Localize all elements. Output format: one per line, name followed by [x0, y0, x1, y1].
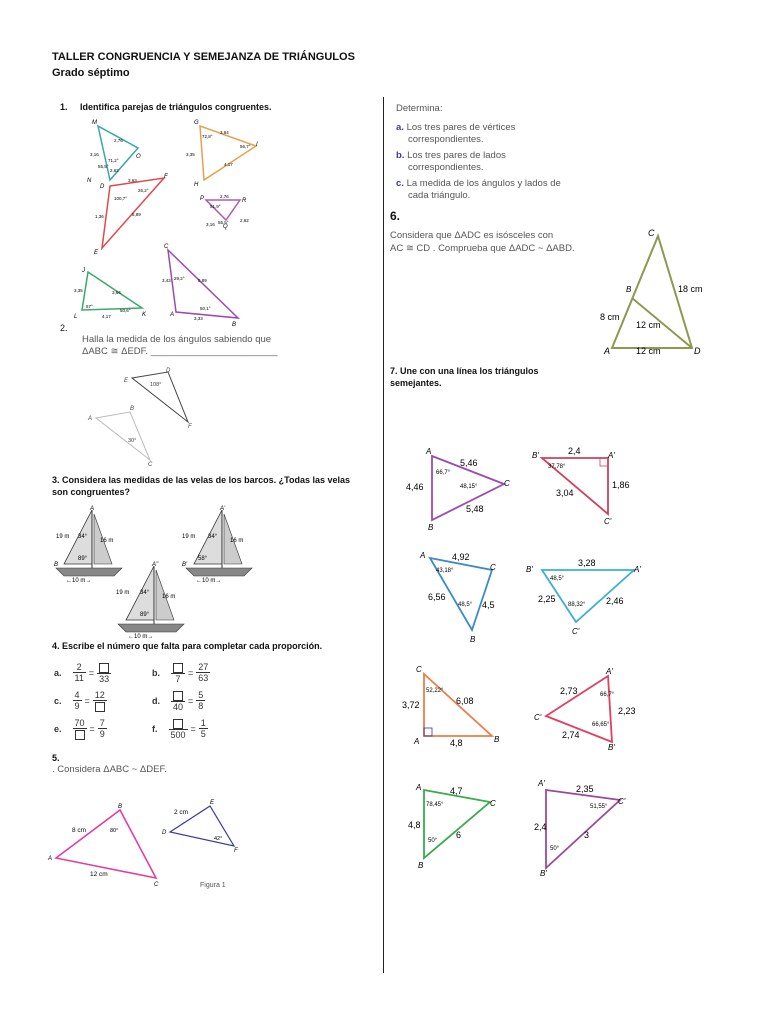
frac-e-n2: 7 [99, 718, 105, 729]
frac-e-n1: 70 [74, 718, 85, 728]
svg-text:A: A [416, 783, 422, 792]
triangle-abc-q5 [56, 810, 156, 878]
svg-text:B: B [470, 635, 476, 644]
label-f-q1: F [164, 174, 168, 180]
label-ab-8cm-q6: 8 cm [600, 312, 620, 322]
q6-line1: Considera que ΔADC es isósceles con [390, 230, 554, 241]
q1-text: Identifica parejas de triángulos congruentes. [80, 102, 272, 112]
svg-text:←10 m→: ←10 m→ [196, 578, 222, 584]
frac-b-d2: 63 [198, 673, 209, 684]
svg-text:C': C' [534, 713, 542, 722]
label-b-angle: 50,1° [200, 306, 211, 311]
q7-number: 7. [390, 366, 398, 376]
label-q: Q [223, 224, 228, 230]
svg-text:2,4: 2,4 [568, 446, 581, 456]
determina-a-line2: correspondientes. [408, 134, 484, 145]
svg-text:A': A' [608, 451, 615, 460]
label-m-side: 3,16 [90, 152, 99, 157]
label-p: P [200, 196, 205, 202]
determina-c-line1: La medida de los ángulos y lados de [406, 178, 561, 189]
proportion-f-label: f. [152, 723, 158, 734]
svg-text:C': C' [604, 517, 612, 526]
q4-text [52, 640, 322, 652]
svg-text:66,65°: 66,65° [592, 722, 610, 728]
triangle-blue-abc [419, 551, 496, 644]
blank-box[interactable] [99, 663, 109, 673]
svg-text:34°: 34° [140, 590, 150, 596]
svg-text:B: B [418, 861, 424, 870]
q7-similar-triangles-figure [396, 440, 656, 880]
proportion-d: d. 40 = $\frac{5}{8}$ [152, 690, 204, 712]
svg-text:6,08: 6,08 [456, 696, 474, 706]
label-i: I [256, 142, 258, 148]
triangle-purple-right [534, 779, 626, 878]
svg-text:4,46: 4,46 [406, 482, 424, 492]
determina-c-line2: cada triángulo. [408, 190, 471, 201]
svg-text:C': C' [618, 797, 626, 806]
label-lk-side: 4,17 [102, 314, 111, 319]
frac-f-d2: 5 [200, 729, 206, 740]
label-c-angle: 29,2° [174, 276, 185, 281]
determina-a-label: a. [396, 122, 404, 133]
svg-text:←10 m→: ←10 m→ [128, 634, 154, 640]
svg-text:1,86: 1,86 [612, 480, 630, 490]
frac-d-n2: 5 [198, 690, 204, 701]
svg-text:6: 6 [456, 830, 462, 840]
label-c-30: 30° [128, 438, 137, 444]
triangle-cyan-right [526, 558, 641, 636]
determina-b-line2: correspondientes. [408, 162, 484, 173]
q1-number: 1. [60, 102, 68, 112]
svg-text:6,56: 6,56 [428, 592, 446, 602]
label-f-42: 42° [214, 836, 223, 842]
blank-box[interactable] [173, 719, 183, 729]
svg-text:B': B' [182, 562, 188, 568]
svg-text:52,22°: 52,22° [426, 688, 444, 694]
label-gh-side: 3,35 [186, 152, 195, 157]
svg-text:2,46: 2,46 [606, 596, 624, 606]
determina-b-line1: Los tres pares de lados [407, 150, 506, 161]
svg-text:B': B' [532, 451, 539, 460]
svg-text:48,5°: 48,5° [458, 602, 473, 608]
svg-text:B': B' [540, 869, 547, 878]
label-b-q5: B [118, 804, 123, 810]
q2-figure [84, 362, 204, 468]
triangle-edf [132, 372, 188, 422]
q2-line1: Halla la medida de los ángulos sabiendo que [82, 334, 272, 345]
label-ca-side: 3,43 [162, 278, 171, 283]
svg-text:5,46: 5,46 [460, 458, 478, 468]
q6-number: 6. [390, 209, 401, 223]
column-divider [383, 97, 384, 973]
blank-box[interactable] [173, 691, 183, 701]
label-pq-side: 3,16 [206, 222, 215, 227]
proportion-b: b. 7 = $\frac{27}{63}$ [152, 662, 209, 684]
determina-item-b [396, 150, 506, 174]
svg-text:C: C [490, 799, 496, 808]
determina-item-a [396, 122, 515, 146]
label-l: L [74, 314, 78, 320]
frac-d-d1: 40 [173, 701, 184, 712]
svg-text:19 m: 19 m [182, 534, 196, 540]
label-no-side: 2,62 [110, 168, 119, 173]
svg-text:4,8: 4,8 [408, 820, 421, 830]
label-e-q2: E [124, 378, 129, 384]
svg-text:B': B' [526, 565, 533, 574]
label-d-q6: D [694, 346, 701, 356]
proportion-c-label: c. [54, 695, 62, 706]
label-d-108: 108° [150, 382, 162, 388]
label-q-angle: 55,5° [218, 220, 229, 225]
label-bd-12cm: 12 cm [636, 320, 661, 330]
label-c-q1: C [164, 244, 169, 250]
label-h: H [194, 182, 199, 188]
svg-text:43,18°: 43,18° [436, 568, 454, 574]
svg-text:48,15°: 48,15° [460, 484, 478, 490]
q4-number: 4. [52, 641, 60, 651]
frac-c-n2: 12 [94, 690, 105, 700]
q4-prompt: Escribe el número que falta para completar cada proporción. [62, 641, 323, 651]
svg-text:37,78°: 37,78° [548, 464, 566, 470]
label-de-2cm: 2 cm [174, 809, 189, 816]
svg-text:4,92: 4,92 [452, 552, 470, 562]
svg-text:2,4: 2,4 [534, 822, 547, 832]
svg-text:C: C [416, 665, 422, 674]
label-r: R [242, 198, 247, 204]
blank-box[interactable] [75, 730, 85, 740]
label-g: G [194, 120, 199, 126]
triangle-purple-abc [406, 447, 510, 532]
determina-item-c [396, 178, 561, 202]
q5-figure [46, 796, 246, 892]
label-c-q5: C [154, 882, 159, 888]
sailboat-2 [182, 506, 252, 584]
frac-c-n1: 4 [74, 690, 80, 701]
label-c-q2: C [148, 462, 153, 468]
q3-line2: son congruentes? [52, 487, 131, 497]
label-df-side: 3,63 [128, 178, 137, 183]
label-e-q5: E [210, 800, 215, 806]
svg-text:A: A [420, 551, 426, 560]
proportion-c: c. $\frac{4}{9}$ = 12 [54, 690, 105, 712]
svg-text:2,73: 2,73 [560, 686, 578, 696]
label-a-q2: A [88, 416, 93, 422]
svg-text:A: A [90, 506, 95, 512]
svg-text:66,7°: 66,7° [600, 692, 615, 698]
label-jk-side: 3,64 [112, 290, 121, 295]
label-a-q6: A [604, 346, 611, 356]
page-subtitle: Grado séptimo [52, 67, 130, 79]
q5-text: . Considera ΔABC ~ ΔDEF. [52, 764, 167, 775]
label-jl-side: 3,35 [74, 288, 83, 293]
label-b-q1: B [232, 322, 237, 328]
determina-b-label: b. [396, 150, 405, 161]
determina-title: Determina: [396, 103, 443, 114]
svg-text:B: B [428, 523, 434, 532]
svg-text:B: B [54, 562, 59, 568]
svg-text:A: A [426, 447, 432, 456]
label-b-q6: B [626, 285, 632, 294]
label-m: M [92, 120, 97, 126]
label-f-q2: F [188, 424, 192, 430]
label-ad-12cm: 12 cm [636, 346, 661, 356]
svg-text:A'': A'' [152, 562, 159, 568]
triangle-red-right [532, 446, 630, 526]
svg-text:C: C [490, 563, 496, 572]
q3-sailboats-figure [52, 504, 312, 640]
svg-text:3,72: 3,72 [402, 700, 420, 710]
svg-text:50°: 50° [550, 846, 560, 852]
svg-text:A': A' [634, 565, 641, 574]
svg-text:4,8: 4,8 [450, 738, 463, 748]
determina-c-label: c. [396, 178, 404, 189]
svg-text:89°: 89° [140, 612, 150, 618]
label-p-angle: 51,9° [210, 204, 221, 209]
label-a-q1: A [170, 312, 175, 318]
proportion-a-label: a. [54, 667, 62, 678]
label-n-angle: 55,5° [98, 164, 109, 169]
q3-line1: Considera las medidas de las velas de los barcos. ¿Todas las velas [62, 475, 350, 485]
label-cd-18cm: 18 cm [678, 284, 703, 294]
q3-text [52, 474, 350, 498]
svg-text:5,48: 5,48 [466, 504, 484, 514]
proportion-e: e. 70 = $\frac{7}{9}$ [54, 718, 105, 740]
svg-text:A': A' [538, 779, 545, 788]
proportion-b-label: b. [152, 667, 160, 678]
label-ab-8cm: 8 cm [72, 827, 87, 834]
frac-b-d1: 7 [175, 673, 181, 684]
svg-text:A': A' [606, 667, 613, 676]
blank-box[interactable] [173, 663, 183, 673]
label-pr-side: 2,76 [220, 194, 229, 199]
triangle-pqr [206, 200, 240, 220]
frac-c-d1: 9 [74, 701, 80, 712]
label-o: O [136, 154, 141, 160]
svg-text:3,04: 3,04 [556, 488, 574, 498]
triangle-red2-right [534, 667, 636, 752]
frac-b-n2: 27 [198, 662, 209, 673]
triangle-green-abc [408, 783, 496, 870]
q6-figure [596, 224, 712, 358]
svg-text:16 m: 16 m [162, 594, 176, 600]
svg-text:50°: 50° [428, 838, 438, 844]
svg-text:19 m: 19 m [116, 590, 130, 596]
svg-text:C: C [504, 479, 510, 488]
svg-text:51,55°: 51,55° [590, 804, 608, 810]
frac-f-n2: 1 [200, 718, 206, 729]
figure-caption: Figura 1 [200, 882, 226, 889]
q1-triangles-figure [70, 112, 270, 328]
label-k-angle: 50,6° [120, 308, 131, 313]
frac-d-d2: 8 [198, 701, 204, 712]
q3-number: 3. [52, 475, 60, 485]
proportion-a: a. $\frac{2}{11}$ = 33 [54, 662, 110, 684]
label-k: K [142, 312, 147, 318]
svg-text:88,32°: 88,32° [568, 602, 586, 608]
label-f-angle: 26,2° [138, 188, 149, 193]
proportion-d-label: d. [152, 695, 160, 706]
label-l-angle: 57° [86, 304, 93, 309]
svg-text:3: 3 [584, 830, 590, 840]
svg-text:←10 m→: ←10 m→ [66, 578, 92, 584]
q7-line1: Une con una línea los triángulos [400, 366, 539, 376]
label-hi-side: 4,17 [224, 162, 233, 167]
svg-text:66,7°: 66,7° [436, 470, 451, 476]
page-title: TALLER CONGRUENCIA Y SEMEJANZA DE TRIÁNGULOS [52, 51, 355, 63]
svg-text:2,25: 2,25 [538, 594, 556, 604]
label-gi-side: 3,64 [220, 130, 229, 135]
sailboat-1 [54, 506, 122, 584]
svg-text:34°: 34° [78, 534, 88, 540]
frac-a-d1: 11 [74, 673, 84, 684]
svg-text:A': A' [220, 506, 226, 512]
triangle-orange-abc [402, 665, 500, 748]
q7-text [390, 365, 539, 389]
svg-text:78,45°: 78,45° [426, 802, 444, 808]
label-ac-12cm: 12 cm [90, 871, 108, 878]
label-e-q1: E [94, 250, 99, 256]
svg-text:B': B' [608, 743, 615, 752]
label-ef-side: 5,89 [132, 212, 141, 217]
label-a-q5: A [48, 856, 53, 862]
svg-text:A: A [414, 737, 420, 746]
svg-text:16 m: 16 m [100, 538, 114, 544]
proportion-f: f. 500 = $\frac{1}{5}$ [152, 718, 206, 740]
frac-a-n1: 2 [73, 662, 86, 673]
svg-text:C': C' [572, 627, 580, 636]
proportion-e-label: e. [54, 723, 62, 734]
q6-line2: AC ≅ CD . Comprueba que ΔADC ~ ΔABD. [390, 243, 575, 254]
q2-number: 2. [60, 323, 68, 333]
label-b-80: 80° [110, 828, 119, 834]
label-ab-side: 3,33 [194, 316, 203, 321]
label-g-angle: 72,8° [202, 134, 213, 139]
label-i-angle: 56,7° [240, 144, 251, 149]
svg-text:34°: 34° [208, 534, 218, 540]
determina-a-line1: Los tres pares de vértices [406, 122, 516, 133]
label-f-q5: F [234, 848, 238, 854]
svg-text:16 m: 16 m [230, 538, 244, 544]
label-de-side: 1,36 [95, 214, 104, 219]
svg-text:58°: 58° [198, 556, 208, 562]
frac-a-d2: 33 [99, 673, 110, 684]
label-n: N [87, 178, 92, 184]
frac-f-d1: 500 [170, 729, 186, 740]
q7-line2: semejantes. [390, 378, 442, 388]
svg-text:4,7: 4,7 [450, 786, 463, 796]
label-mn-side: 2,76 [114, 138, 123, 143]
label-d-angle: 100,7° [114, 196, 128, 201]
svg-text:2,23: 2,23 [618, 706, 636, 716]
blank-box[interactable] [95, 702, 105, 712]
svg-text:4,5: 4,5 [482, 600, 495, 610]
label-o-angle: 71,2° [108, 158, 119, 163]
label-qr-side: 2,62 [240, 218, 249, 223]
label-c-q6: C [648, 228, 655, 238]
svg-text:48,5°: 48,5° [550, 576, 565, 582]
svg-text:2,74: 2,74 [562, 730, 580, 740]
label-d-q1: D [100, 184, 105, 190]
svg-text:89°: 89° [78, 556, 88, 562]
label-d-q5: D [162, 830, 167, 836]
frac-e-d2: 9 [99, 729, 105, 740]
svg-text:B: B [494, 735, 500, 744]
svg-text:19 m: 19 m [56, 534, 70, 540]
label-d-q2: D [166, 368, 171, 374]
triangle-abc-q2 [96, 412, 150, 460]
q5-number: 5. [52, 753, 60, 763]
svg-text:3,28: 3,28 [578, 558, 596, 568]
label-b-q2: B [130, 406, 135, 412]
sailboat-3 [116, 562, 184, 640]
svg-text:2,35: 2,35 [576, 784, 594, 794]
label-j: J [82, 268, 85, 274]
label-cb-side: 5,89 [198, 278, 207, 283]
q2-line2: ΔABC ≅ ΔEDF. ________________________ [82, 346, 278, 357]
